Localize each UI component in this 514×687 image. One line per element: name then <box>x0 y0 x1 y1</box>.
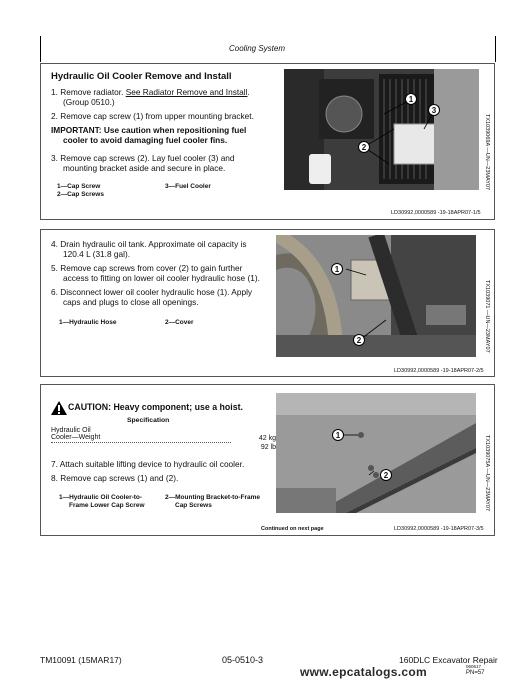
continued-note: Continued on next page <box>261 526 324 532</box>
section-footer-code: LD30992,0000589 -19-18APR07-1/5 <box>391 210 481 216</box>
spec-value-kg: 42 kg <box>231 434 276 445</box>
step-7: 7. Attach suitable lifting device to hydraulic oil cooler. <box>51 459 245 469</box>
legend-fuel-cooler: 3—Fuel Cooler <box>165 183 211 190</box>
photo-hydraulic-hose <box>276 235 476 357</box>
radiator-link[interactable]: See Radiator Remove and Install <box>125 87 248 97</box>
caution-text: CAUTION: Heavy component; use a hoist. <box>68 402 243 412</box>
page-header-title: Cooling System <box>228 44 286 53</box>
step-6-line-2: caps and plugs to close all openings. <box>63 297 199 307</box>
legend-hydraulic-hose: 1—Hydraulic Hose <box>59 319 117 326</box>
step-4-line-2: 120.4 L (31.8 gal). <box>63 249 131 259</box>
footer-title: 160DLC Excavator Repair <box>399 655 498 665</box>
warning-triangle-icon <box>51 401 67 415</box>
legend-cooler-screw-line-2: Frame Lower Cap Screw <box>69 502 145 509</box>
callout-2: 2 <box>380 469 392 481</box>
step-2: 2. Remove cap screw (1) from upper mounting bracket. <box>51 111 254 121</box>
section-cooler-remove <box>40 63 495 220</box>
step-1-text: 1. Remove radiator. <box>51 87 126 97</box>
legend-cap-screws: 2—Cap Screws <box>57 191 104 198</box>
callout-2: 2 <box>353 334 365 346</box>
step-5-line-1: 5. Remove cap screws from cover (2) to gain further <box>51 263 243 273</box>
section-footer-code: LD30992,0000589 -19-18APR07-3/5 <box>394 526 484 532</box>
important-line-1: IMPORTANT: Use caution when repositioning fuel <box>51 125 247 135</box>
watermark[interactable]: www.epcatalogs.com <box>300 665 427 679</box>
step-4-line-1: 4. Drain hydraulic oil tank. Approximate oil capacity is <box>51 239 247 249</box>
spec-label: Cooler—Weight <box>51 434 101 441</box>
photo-code: TX1039071 —UN—23MAY07 <box>484 280 490 353</box>
step-5-line-2: access to fitting on lower oil cooler hydraulic hose (1). <box>63 273 260 283</box>
step-1-suffix: . <box>247 87 250 97</box>
section-drain-hose <box>40 229 495 377</box>
photo-hydraulic-hose-illustration <box>276 235 476 357</box>
step-1-group: (Group 0510.) <box>63 97 115 107</box>
photo-code: TX1039069A —UN—23MAY07 <box>484 114 490 191</box>
callout-2: 2 <box>358 141 370 153</box>
step-6-line-1: 6. Disconnect lower oil cooler hydraulic hose (1). Apply <box>51 287 253 297</box>
section-title: Hydraulic Oil Cooler Remove and Install <box>51 71 232 82</box>
callout-1: 1 <box>405 93 417 105</box>
important-line-2: cooler to avoid damaging fuel cooler fins. <box>63 135 228 145</box>
footer-doc-id: TM10091 (15MAR17) <box>40 655 122 665</box>
footer-page-number: 05-0510-3 <box>222 655 264 665</box>
photo-code: TX1039075A —UN—23MAY07 <box>484 435 490 512</box>
photo-oil-cooler-illustration <box>284 69 479 190</box>
step-8: 8. Remove cap screws (1) and (2). <box>51 473 179 483</box>
spec-value-lb: 92 lb <box>260 444 276 451</box>
callout-1: 1 <box>331 263 343 275</box>
callout-3: 3 <box>428 104 440 116</box>
photo-lower-screws <box>276 393 476 513</box>
legend-cover: 2—Cover <box>165 319 194 326</box>
section-lift-cooler <box>40 384 495 536</box>
footer-page-code: PN=57 <box>466 670 485 676</box>
callout-1: 1 <box>332 429 344 441</box>
legend-bracket-screws-line-1: 2—Mounting Bracket-to-Frame <box>165 494 260 501</box>
legend-cap-screw: 1—Cap Screw <box>57 183 101 190</box>
section-footer-code: LD30992,0000589 -19-18APR07-2/5 <box>394 368 484 374</box>
photo-lower-screws-illustration <box>276 393 476 513</box>
legend-bracket-screws-line-2: Cap Screws <box>175 502 212 509</box>
step-1 <box>51 87 250 98</box>
step-3-line-2: mounting bracket aside and secure in place. <box>63 163 226 173</box>
spec-heading: Specification <box>127 417 170 424</box>
footer-code-top: 060617 <box>466 664 482 669</box>
photo-oil-cooler <box>284 69 479 190</box>
spec-line-1: Hydraulic Oil <box>51 427 91 434</box>
legend-cooler-screw-line-1: 1—Hydraulic Oil Cooler-to- <box>59 494 143 501</box>
step-3-line-1: 3. Remove cap screws (2). Lay fuel cooler (3) and <box>51 153 235 163</box>
